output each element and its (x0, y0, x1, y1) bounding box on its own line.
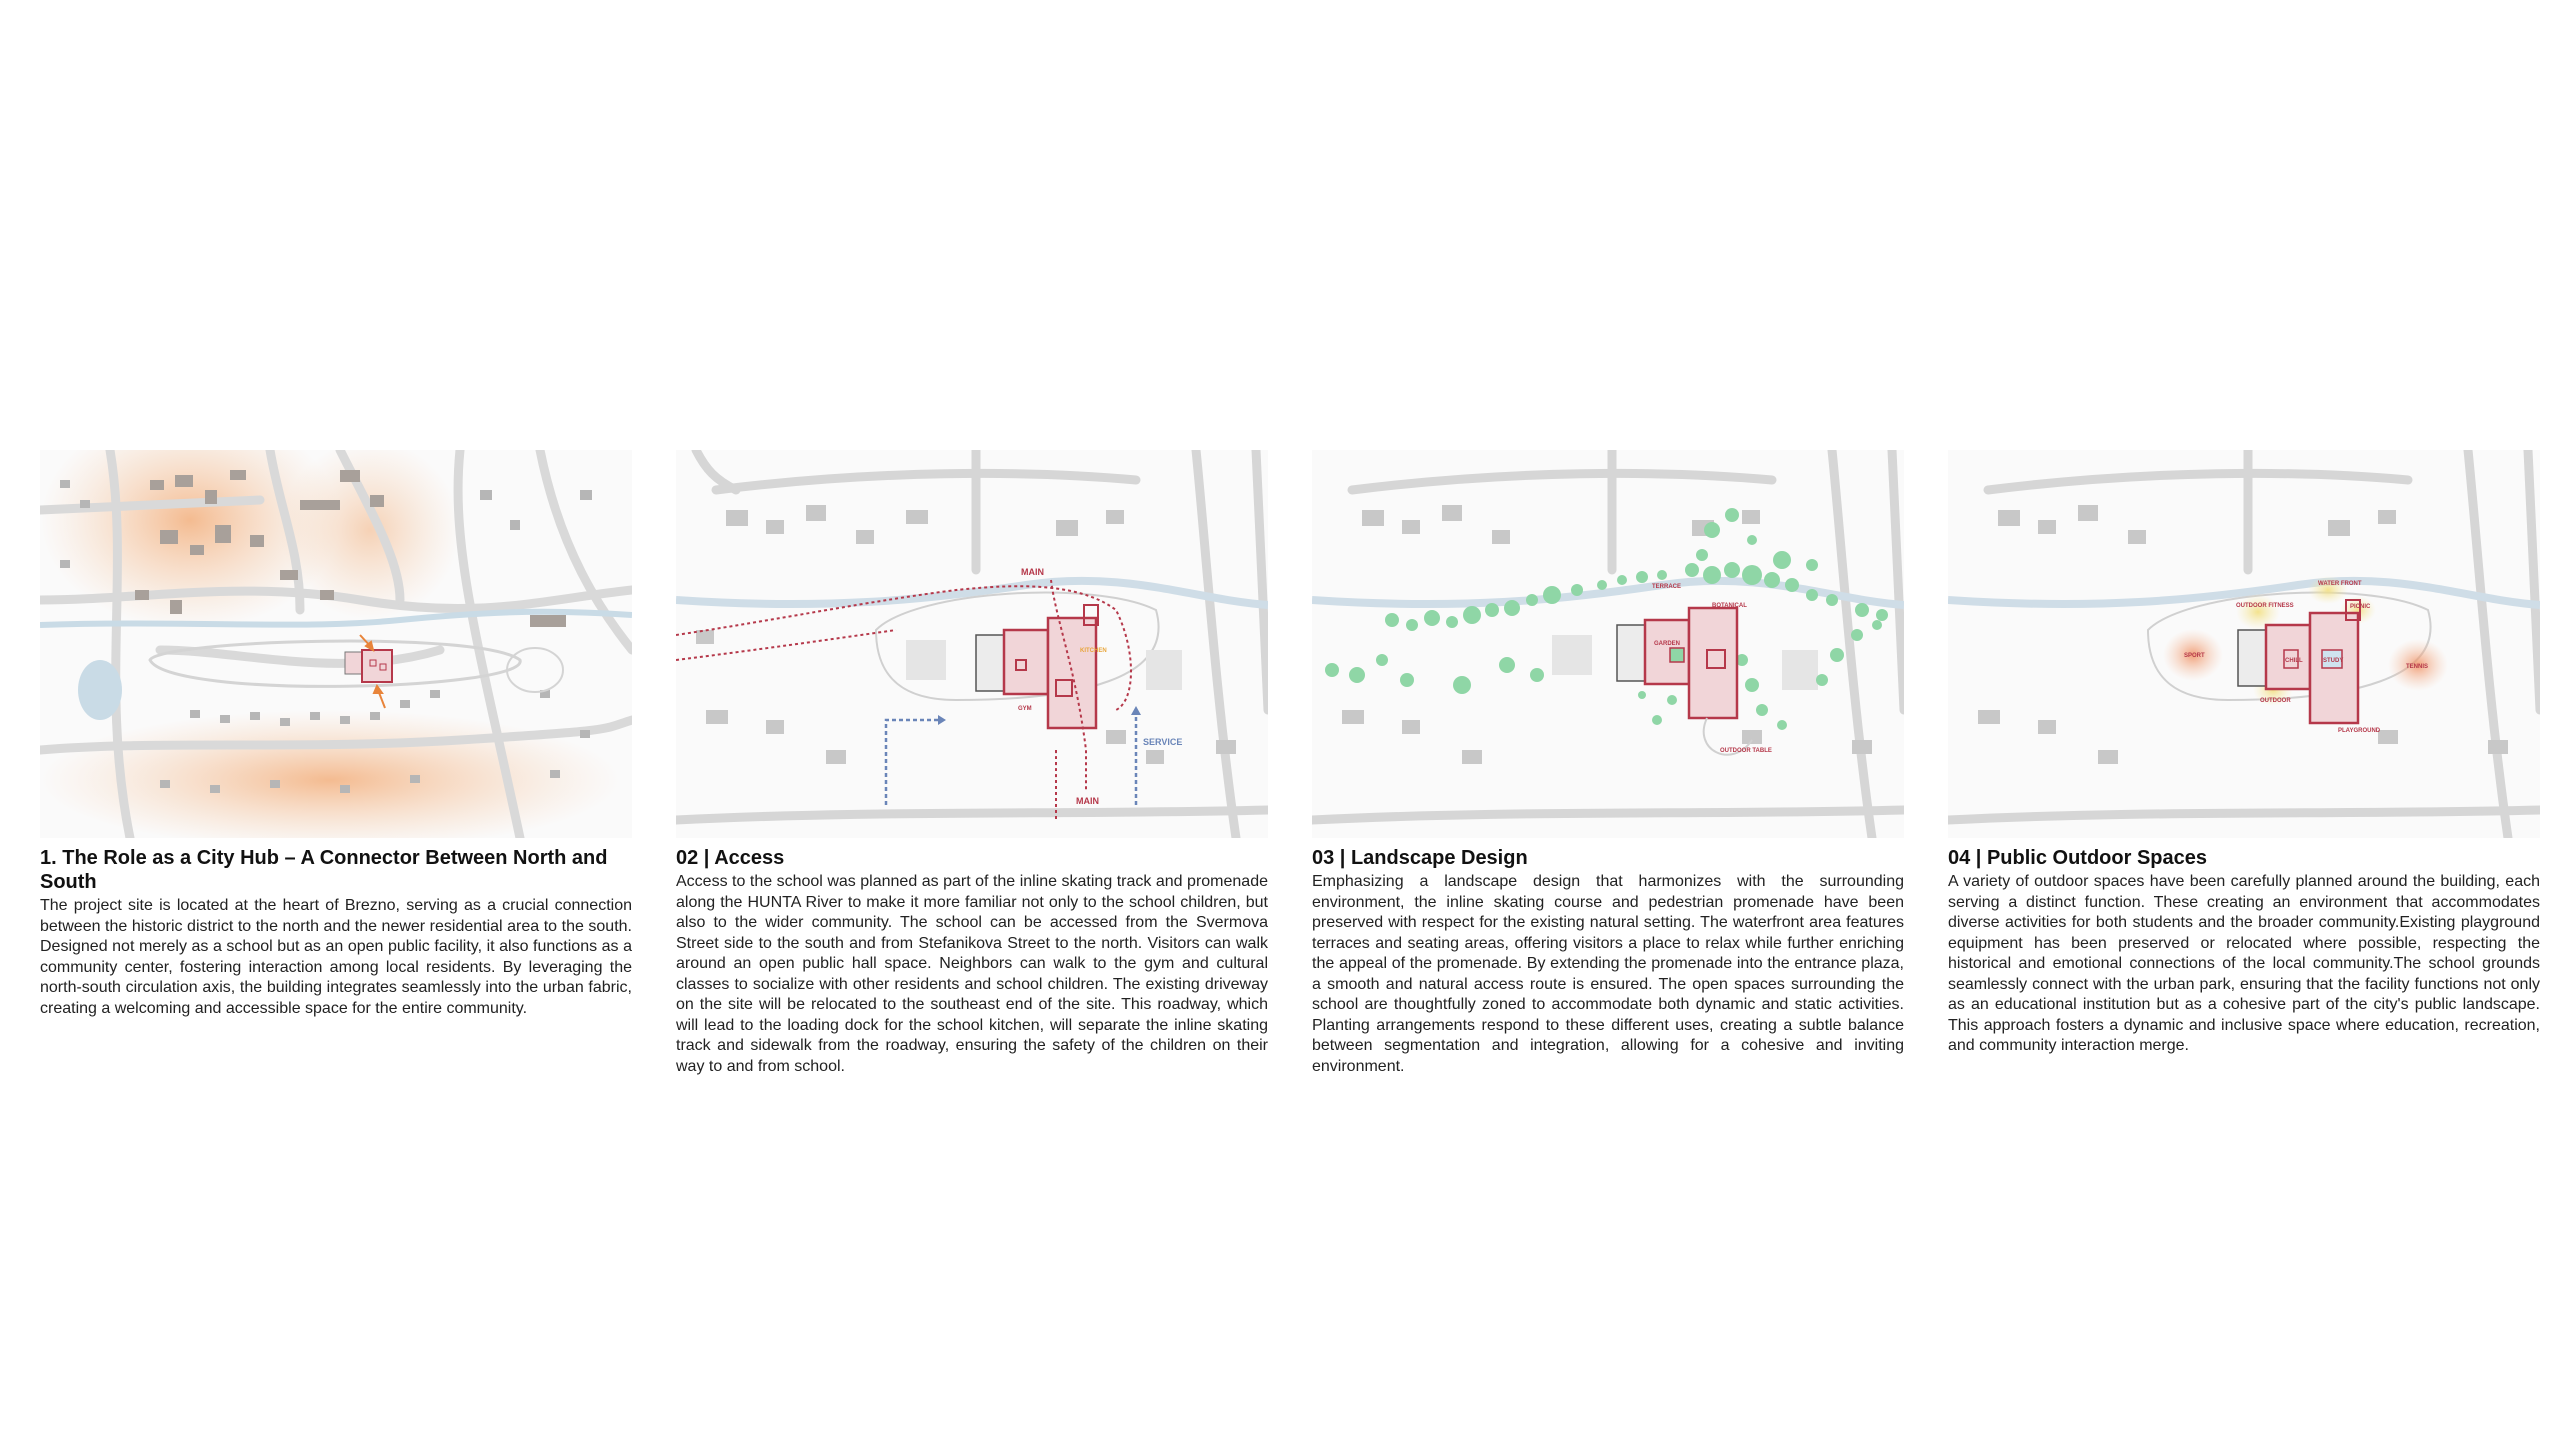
label-garden: GARDEN (1654, 641, 1681, 647)
panel-landscape (1312, 450, 1904, 1077)
label-tennis: TENNIS (2406, 664, 2429, 670)
panel-title: 02 | Access (676, 847, 785, 869)
panel-access (676, 450, 1268, 1077)
panel-description: Emphasizing a landscape design that harmonizes with the surrounding environment, the inline skating course and pedestrian promenade have been preserved with respect for the existing natural setting. The waterfront area features terraces and seating areas, offering visitors a place to relax while further enriching the appeal of the promenade. By extending the promenade into the entrance plaza, a smooth and natural access route is ensured. The open spaces surrounding the school are thoughtfully zoned to accommodate both dynamic and static activities. Planting arrangements respond to these different uses, creating a subtle balance between segmentation and integration, allowing for a cohesive and inviting environment. (1312, 873, 1904, 1075)
label-main-south: MAIN (1076, 796, 1099, 806)
label-chill: CHILL (2285, 658, 2303, 664)
landscape-map (1312, 450, 1904, 838)
label-main-north: MAIN (1021, 567, 1044, 577)
label-terrace: TERRACE (1652, 584, 1682, 590)
label-outdoor-table: OUTDOOR TABLE (1720, 748, 1772, 754)
panel-title: 1. The Role as a City Hub – A Connector Between North and South (40, 847, 608, 893)
label-playground: PLAYGROUND (2338, 728, 2381, 734)
panel-description: Access to the school was planned as part of the inline skating track and promenade along the HUNTA River to make it more familiar not only to the school children, but also to the wider community. The school can be accessed from the Svermova Street side to the south and from Stefanikova Street to the north. Visitors can walk around an open public hall space. Neighbors can walk to the gym and cultural classes to socialize with other residents and school children. The existing driveway on the site will be relocated to the southeast end of the site. This roadway, which will lead to the loading dock for the school kitchen, will separate the inline skating track and sidewalk from the roadway, ensuring the safety of the children on their way to and from school. (676, 873, 1268, 1075)
label-outdoor-fitness: OUTDOOR FITNESS (2236, 603, 2294, 609)
label-gym: GYM (1018, 706, 1032, 712)
panel-outdoor-spaces (1948, 450, 2540, 1057)
city-hub-map (40, 450, 632, 838)
panel-description: The project site is located at the heart of Brezno, serving as a crucial connection between the historic district to the north and the newer residential area to the south. Designed not merely as a school but as an open public facility, it also functions as a community center, fostering interaction among local residents. By leveraging the north-south circulation axis, the building integrates seamlessly into the urban fabric, creating a welcoming and accessible space for the entire community. (40, 897, 632, 1017)
panel-title: 04 | Public Outdoor Spaces (1948, 847, 2207, 869)
label-picnic: PICNIC (2350, 604, 2371, 610)
label-outdoor: OUTDOOR (2260, 698, 2291, 704)
label-sport: SPORT (2184, 653, 2205, 659)
label-botanical: BOTANICAL (1712, 603, 1747, 609)
label-study: STUDY (2323, 658, 2344, 664)
panel-description: A variety of outdoor spaces have been carefully planned around the building, each serving a distinct function. These creating an environment that accommodates diverse activities for both students and the broader community.Existing playground equipment has been preserved or relocated where possible, respecting the historical and emotional connections of the local community.The school grounds seamlessly connect with the urban park, ensuring that the facility functions not only as an educational institution but as a cohesive part of the city's public landscape. This approach fosters a dynamic and inclusive space where education, recreation, and community interaction merge. (1948, 873, 2540, 1054)
outdoor-spaces-map (1948, 450, 2540, 838)
label-service: SERVICE (1143, 737, 1183, 747)
access-map (676, 450, 1268, 838)
label-kitchen: KITCHEN (1080, 648, 1107, 654)
label-waterfront: WATER FRONT (2318, 581, 2362, 587)
panel-city-hub (40, 450, 632, 1019)
panel-title: 03 | Landscape Design (1312, 847, 1528, 869)
